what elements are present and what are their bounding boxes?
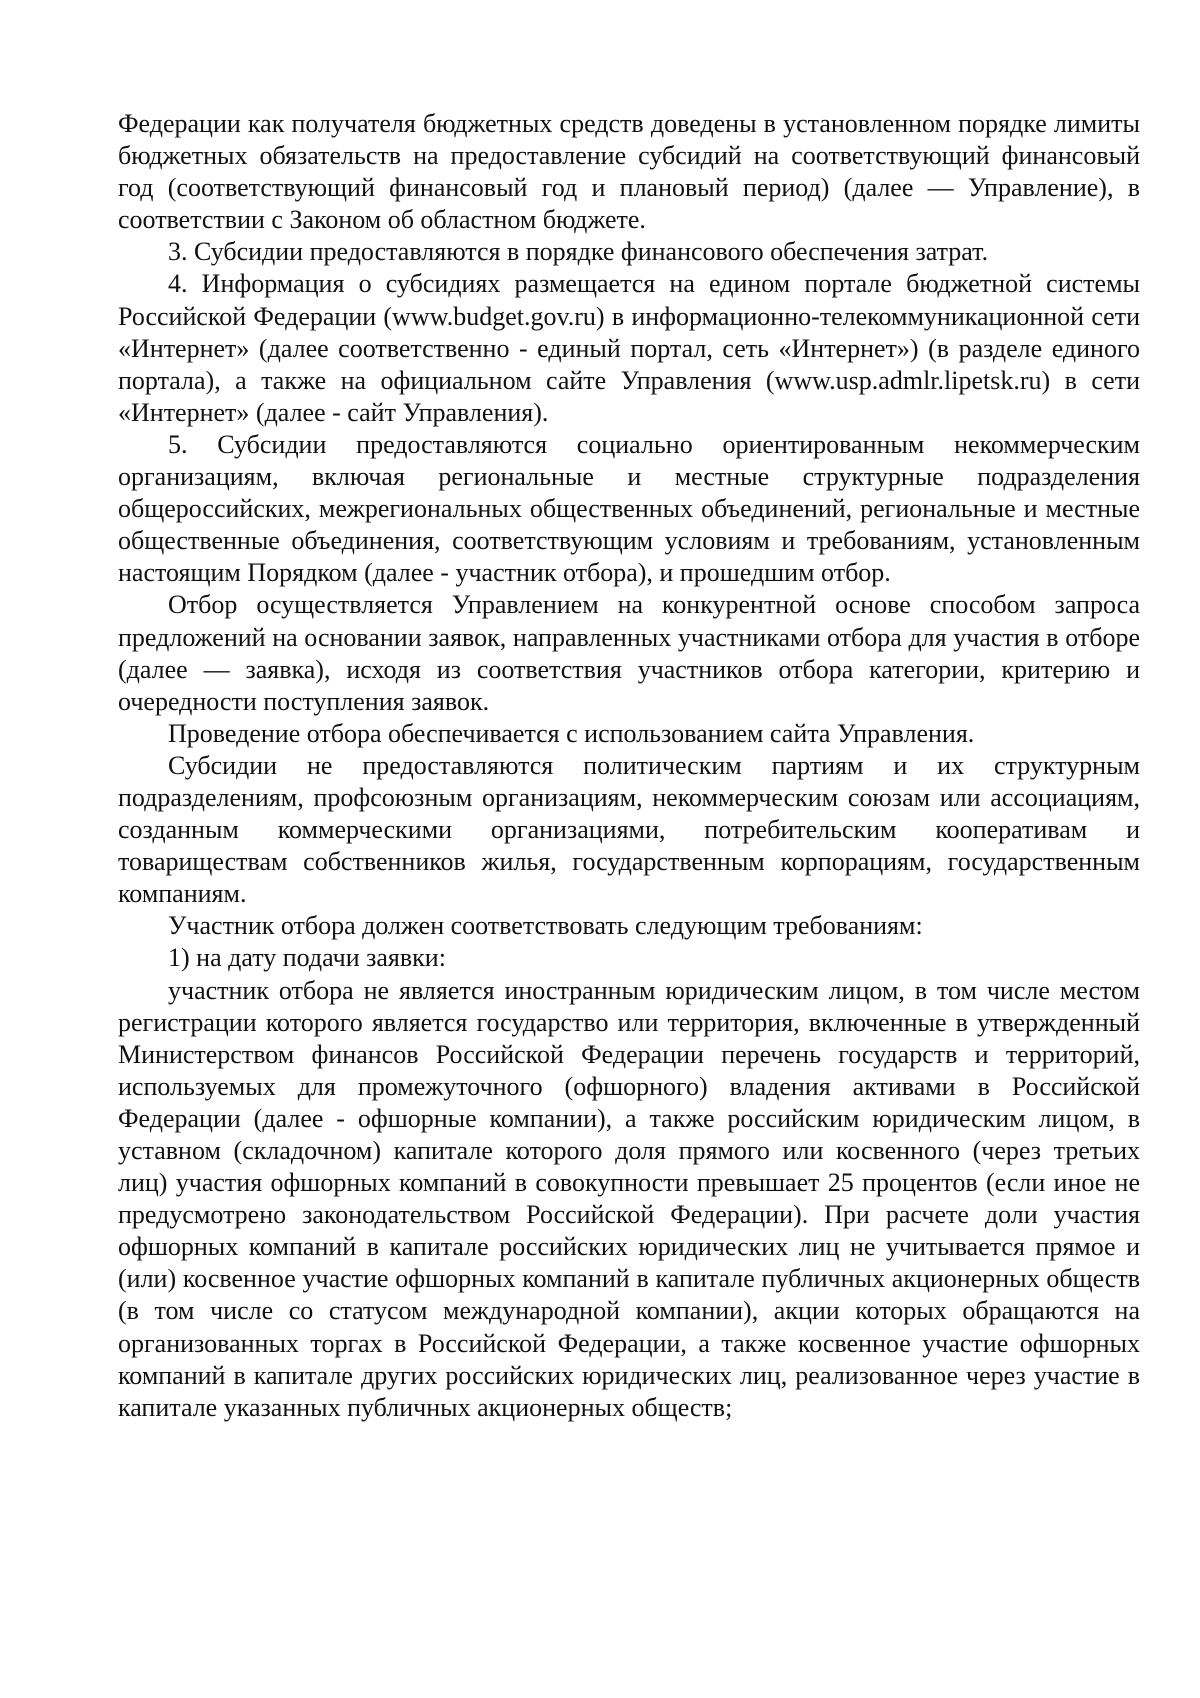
document-body bbox=[118, 108, 1140, 1424]
paragraph-requirement-1: 1) на дату подачи заявки: bbox=[168, 943, 446, 973]
paragraph-selection-method: Отбор осуществляется Управлением на конкурентной основе способом запроса предложений на основании заявок, направленных участниками отбора для участия в отборе (далее — заявка), исходя из соответствия участников отбора категории, критерию и очередности поступления заявок. bbox=[118, 590, 1140, 716]
paragraph-exclusions: Субсидии не предоставляются политическим партиям и их структурным подразделениям, профсоюзным организациям, некоммерческим союзам или ассоциациям, созданным коммерческими организациями, потребительским кооперативам и товариществам собственников жилья, государственным корпорациям, государственным компаниям. bbox=[118, 750, 1140, 909]
paragraph-item-4: 4. Информация о субсидиях размещается на едином портале бюджетной системы Российской Федерации (www.budget.gov.ru) в информационно-телекоммуникационной сети «Интернет» (далее соответственно - единый портал, сеть «Интернет») (в разделе единого портала), а также на официальном сайте Управления (www.usp.admlr.lipetsk.ru) в сети «Интернет» (далее - сайт Управления). bbox=[118, 269, 1140, 427]
paragraph-item-5: 5. Субсидии предоставляются социально ориентированным некоммерческим организациям, включая региональные и местные структурные подразделения общероссийских, межрегиональных общественных объединений, региональные и местные общественные объединения, соответствующим условиям и требованиям, установленным настоящим Порядком (далее - участник отбора), и прошедшим отбор. bbox=[118, 429, 1140, 588]
paragraph-offshore-condition: участник отбора не является иностранным юридическим лицом, в том числе местом регистрации которого является государство или территория, включенные в утвержденный Министерством финансов Российской Федерации перечень государств и территорий, используемых для промежуточного (офшорного) владения активами в Российской Федерации (далее - офшорные компании), а также российским юридическим лицом, в уставном (складочном) капитале которого доля прямого или косвенного (через третьих лиц) участия офшорных компаний в совокупности превышает 25 процентов (если иное не предусмотрено законодательством Российской Федерации). При расчете доли участия офшорных компаний в капитале российских юридических лиц не учитывается прямое и (или) косвенное участие офшорных компаний в капитале публичных акционерных обществ (в том числе со статусом международной компании), акции которых обращаются на организованных торгах в Российской Федерации, а также косвенное участие офшорных компаний в капитале других российских юридических лиц, реализованное через участие в капитале указанных публичных акционерных обществ; bbox=[118, 975, 1140, 1422]
paragraph-selection-site: Проведение отбора обеспечивается с использованием сайта Управления. bbox=[168, 718, 975, 748]
paragraph-requirements-intro: Участник отбора должен соответствовать следующим требованиям: bbox=[168, 911, 923, 941]
paragraph-continuation: Федерации как получателя бюджетных средств доведены в установленном порядке лимиты бюджетных обязательств на предоставление субсидий на соответствующий финансовый год (соответствующий финансовый год и плановый период) (далее — Управление), в соответствии с Законом об областном бюджете. bbox=[118, 109, 1140, 235]
paragraph-item-3: 3. Субсидии предоставляются в порядке финансового обеспечения затрат. bbox=[168, 237, 989, 267]
